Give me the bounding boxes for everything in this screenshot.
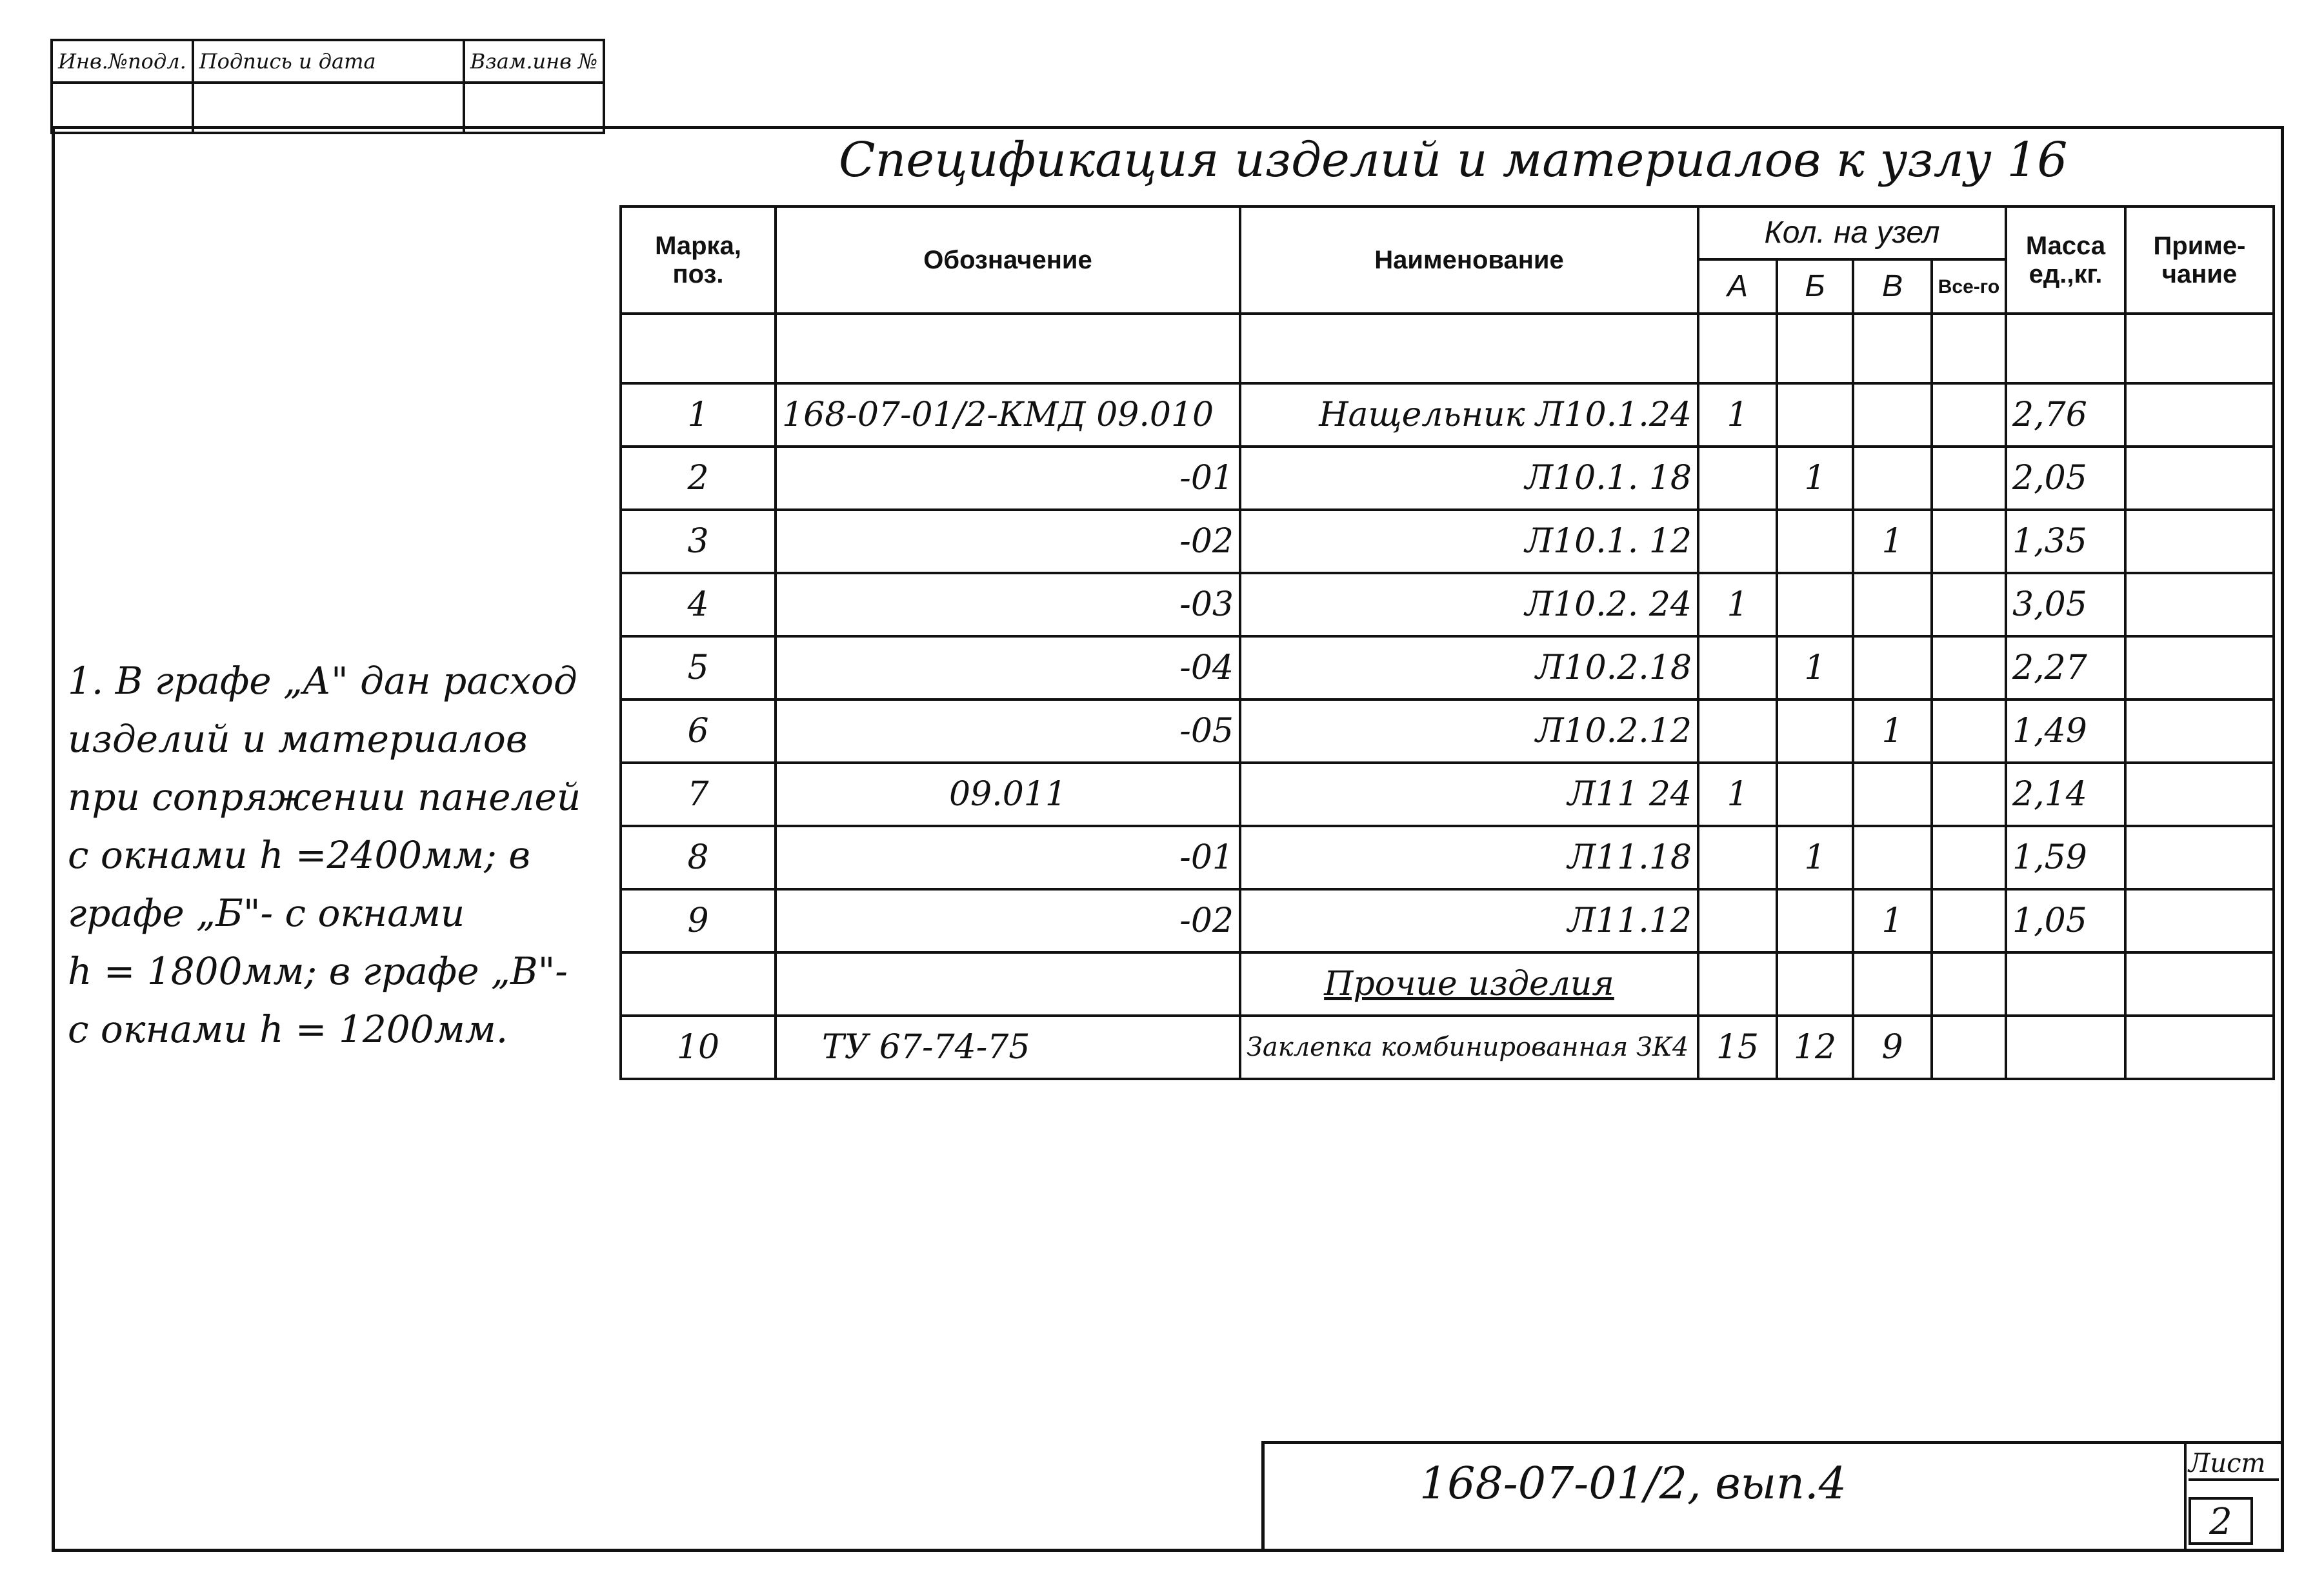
row-mass: 1,05 (2006, 889, 2125, 952)
row-qty-b (1777, 510, 1853, 573)
row-note (2125, 763, 2274, 826)
row-mass: 3,05 (2006, 573, 2125, 636)
row-designation: -05 (776, 699, 1240, 763)
table-row (621, 826, 2274, 889)
specification-table (619, 205, 2275, 1080)
stamp-inv-label: Инв.№подл. (52, 40, 193, 83)
row-qty-total (1932, 826, 2006, 889)
row-name: Заклепка комбинированная ЗК4 (1240, 1016, 1698, 1079)
note-line: 1. В графе „А" дан расход (68, 659, 577, 703)
row-qty-b (1777, 573, 1853, 636)
row-designation: 09.011 (776, 763, 1240, 826)
row-qty-b: 1 (1777, 826, 1853, 889)
row-qty-a: 1 (1698, 383, 1777, 447)
approval-stamp (50, 39, 605, 134)
row-qty-a (1698, 699, 1777, 763)
header-mark: Марка, поз. (621, 206, 776, 314)
row-note (2125, 1016, 2274, 1079)
table-row (621, 383, 2274, 447)
sheet-label: Лист (2189, 1449, 2279, 1481)
row-mark: 8 (621, 826, 776, 889)
row-designation: -02 (776, 510, 1240, 573)
row-mass: 2,76 (2006, 383, 2125, 447)
stamp-sign-label: Подпись и дата (193, 40, 464, 83)
row-qty-a: 1 (1698, 763, 1777, 826)
table-row (621, 889, 2274, 952)
row-qty-a: 1 (1698, 573, 1777, 636)
header-qty-v: В (1853, 259, 1932, 314)
row-mass: 2,27 (2006, 636, 2125, 699)
row-qty-a (1698, 889, 1777, 952)
row-mark: 6 (621, 699, 776, 763)
table-row (621, 447, 2274, 510)
row-note (2125, 826, 2274, 889)
row-note (2125, 699, 2274, 763)
row-qty-a (1698, 636, 1777, 699)
header-note: Приме-чание (2125, 206, 2274, 314)
sheet-number: 2 (2189, 1497, 2253, 1545)
row-qty-v (1853, 763, 1932, 826)
row-mass: 1,49 (2006, 699, 2125, 763)
row-name: Л11.18 (1240, 826, 1698, 889)
table-row-blank (621, 314, 2274, 383)
row-mark: 3 (621, 510, 776, 573)
header-qty-b: Б (1777, 259, 1853, 314)
row-name: Л11 24 (1240, 763, 1698, 826)
row-name: Л10.2.18 (1240, 636, 1698, 699)
row-name: Л11.12 (1240, 889, 1698, 952)
note-line: изделий и материалов (68, 717, 528, 761)
row-qty-b (1777, 763, 1853, 826)
row-designation: -01 (776, 447, 1240, 510)
row-qty-b (1777, 889, 1853, 952)
row-qty-total (1932, 573, 2006, 636)
row-qty-total (1932, 636, 2006, 699)
row-mark: 4 (621, 573, 776, 636)
row-note (2125, 636, 2274, 699)
table-row (621, 510, 2274, 573)
row-qty-v: 1 (1853, 889, 1932, 952)
row-note (2125, 573, 2274, 636)
row-mark: 1 (621, 383, 776, 447)
note-line: при сопряжении панелей (68, 775, 581, 819)
note-line: h = 1800мм; в графе „В"- (68, 949, 568, 993)
header-mass: Масса ед.,кг. (2006, 206, 2125, 314)
row-qty-b (1777, 699, 1853, 763)
row-note (2125, 510, 2274, 573)
row-name: Л10.2. 24 (1240, 573, 1698, 636)
header-qty-total: Все-го (1932, 259, 2006, 314)
note-line: графе „Б"- с окнами (68, 891, 465, 935)
row-qty-total (1932, 447, 2006, 510)
row-mark: 9 (621, 889, 776, 952)
table-row (621, 573, 2274, 636)
row-qty-a (1698, 826, 1777, 889)
row-qty-total (1932, 383, 2006, 447)
row-qty-v: 9 (1853, 1016, 1932, 1079)
row-mark: 10 (621, 1016, 776, 1079)
row-designation: -04 (776, 636, 1240, 699)
row-qty-v (1853, 383, 1932, 447)
row-qty-b: 12 (1777, 1016, 1853, 1079)
row-qty-total (1932, 699, 2006, 763)
row-mass: 1,59 (2006, 826, 2125, 889)
row-qty-v (1853, 826, 1932, 889)
note-line: с окнами h =2400мм; в (68, 833, 531, 877)
row-mass (2006, 1016, 2125, 1079)
row-qty-v (1853, 573, 1932, 636)
row-qty-v (1853, 447, 1932, 510)
row-designation: 168-07-01/2-КМД 09.010 (776, 383, 1240, 447)
row-name: Нащельник Л10.1.24 (1240, 383, 1698, 447)
row-mass: 1,35 (2006, 510, 2125, 573)
document-code: 168-07-01/2, вып.4 (1419, 1458, 1847, 1509)
row-note (2125, 889, 2274, 952)
row-name: Л10.1. 12 (1240, 510, 1698, 573)
row-qty-a (1698, 447, 1777, 510)
row-mark: 7 (621, 763, 776, 826)
note-line: с окнами h = 1200мм. (68, 1007, 508, 1051)
row-qty-a: 15 (1698, 1016, 1777, 1079)
row-qty-a (1698, 510, 1777, 573)
row-mass: 2,14 (2006, 763, 2125, 826)
table-row-subheader (621, 952, 2274, 1016)
row-designation: -03 (776, 573, 1240, 636)
row-qty-total (1932, 1016, 2006, 1079)
subheader-other-items: Прочие изделия (1240, 952, 1698, 1016)
stamp-replace-label: Взам.инв № (464, 40, 605, 83)
row-mass: 2,05 (2006, 447, 2125, 510)
row-qty-b: 1 (1777, 447, 1853, 510)
row-name: Л10.2.12 (1240, 699, 1698, 763)
row-qty-b: 1 (1777, 636, 1853, 699)
row-qty-v: 1 (1853, 510, 1932, 573)
table-row (621, 763, 2274, 826)
row-qty-total (1932, 763, 2006, 826)
row-note (2125, 383, 2274, 447)
row-mark: 5 (621, 636, 776, 699)
row-name: Л10.1. 18 (1240, 447, 1698, 510)
header-designation: Обозначение (776, 206, 1240, 314)
row-mark: 2 (621, 447, 776, 510)
row-qty-total (1932, 889, 2006, 952)
row-qty-v: 1 (1853, 699, 1932, 763)
row-qty-v (1853, 636, 1932, 699)
header-name: Наименование (1240, 206, 1698, 314)
table-row (621, 699, 2274, 763)
row-qty-total (1932, 510, 2006, 573)
table-row (621, 636, 2274, 699)
table-row (621, 1016, 2274, 1079)
row-designation: -02 (776, 889, 1240, 952)
notes (68, 652, 616, 1058)
row-designation: ТУ 67-74-75 (776, 1016, 1240, 1079)
row-designation: -01 (776, 826, 1240, 889)
document-title: Спецификация изделий и материалов к узлу 16 (839, 132, 2068, 188)
row-note (2125, 447, 2274, 510)
row-qty-b (1777, 383, 1853, 447)
header-qty-group: Кол. на узел (1698, 206, 2006, 259)
header-qty-a: А (1698, 259, 1777, 314)
